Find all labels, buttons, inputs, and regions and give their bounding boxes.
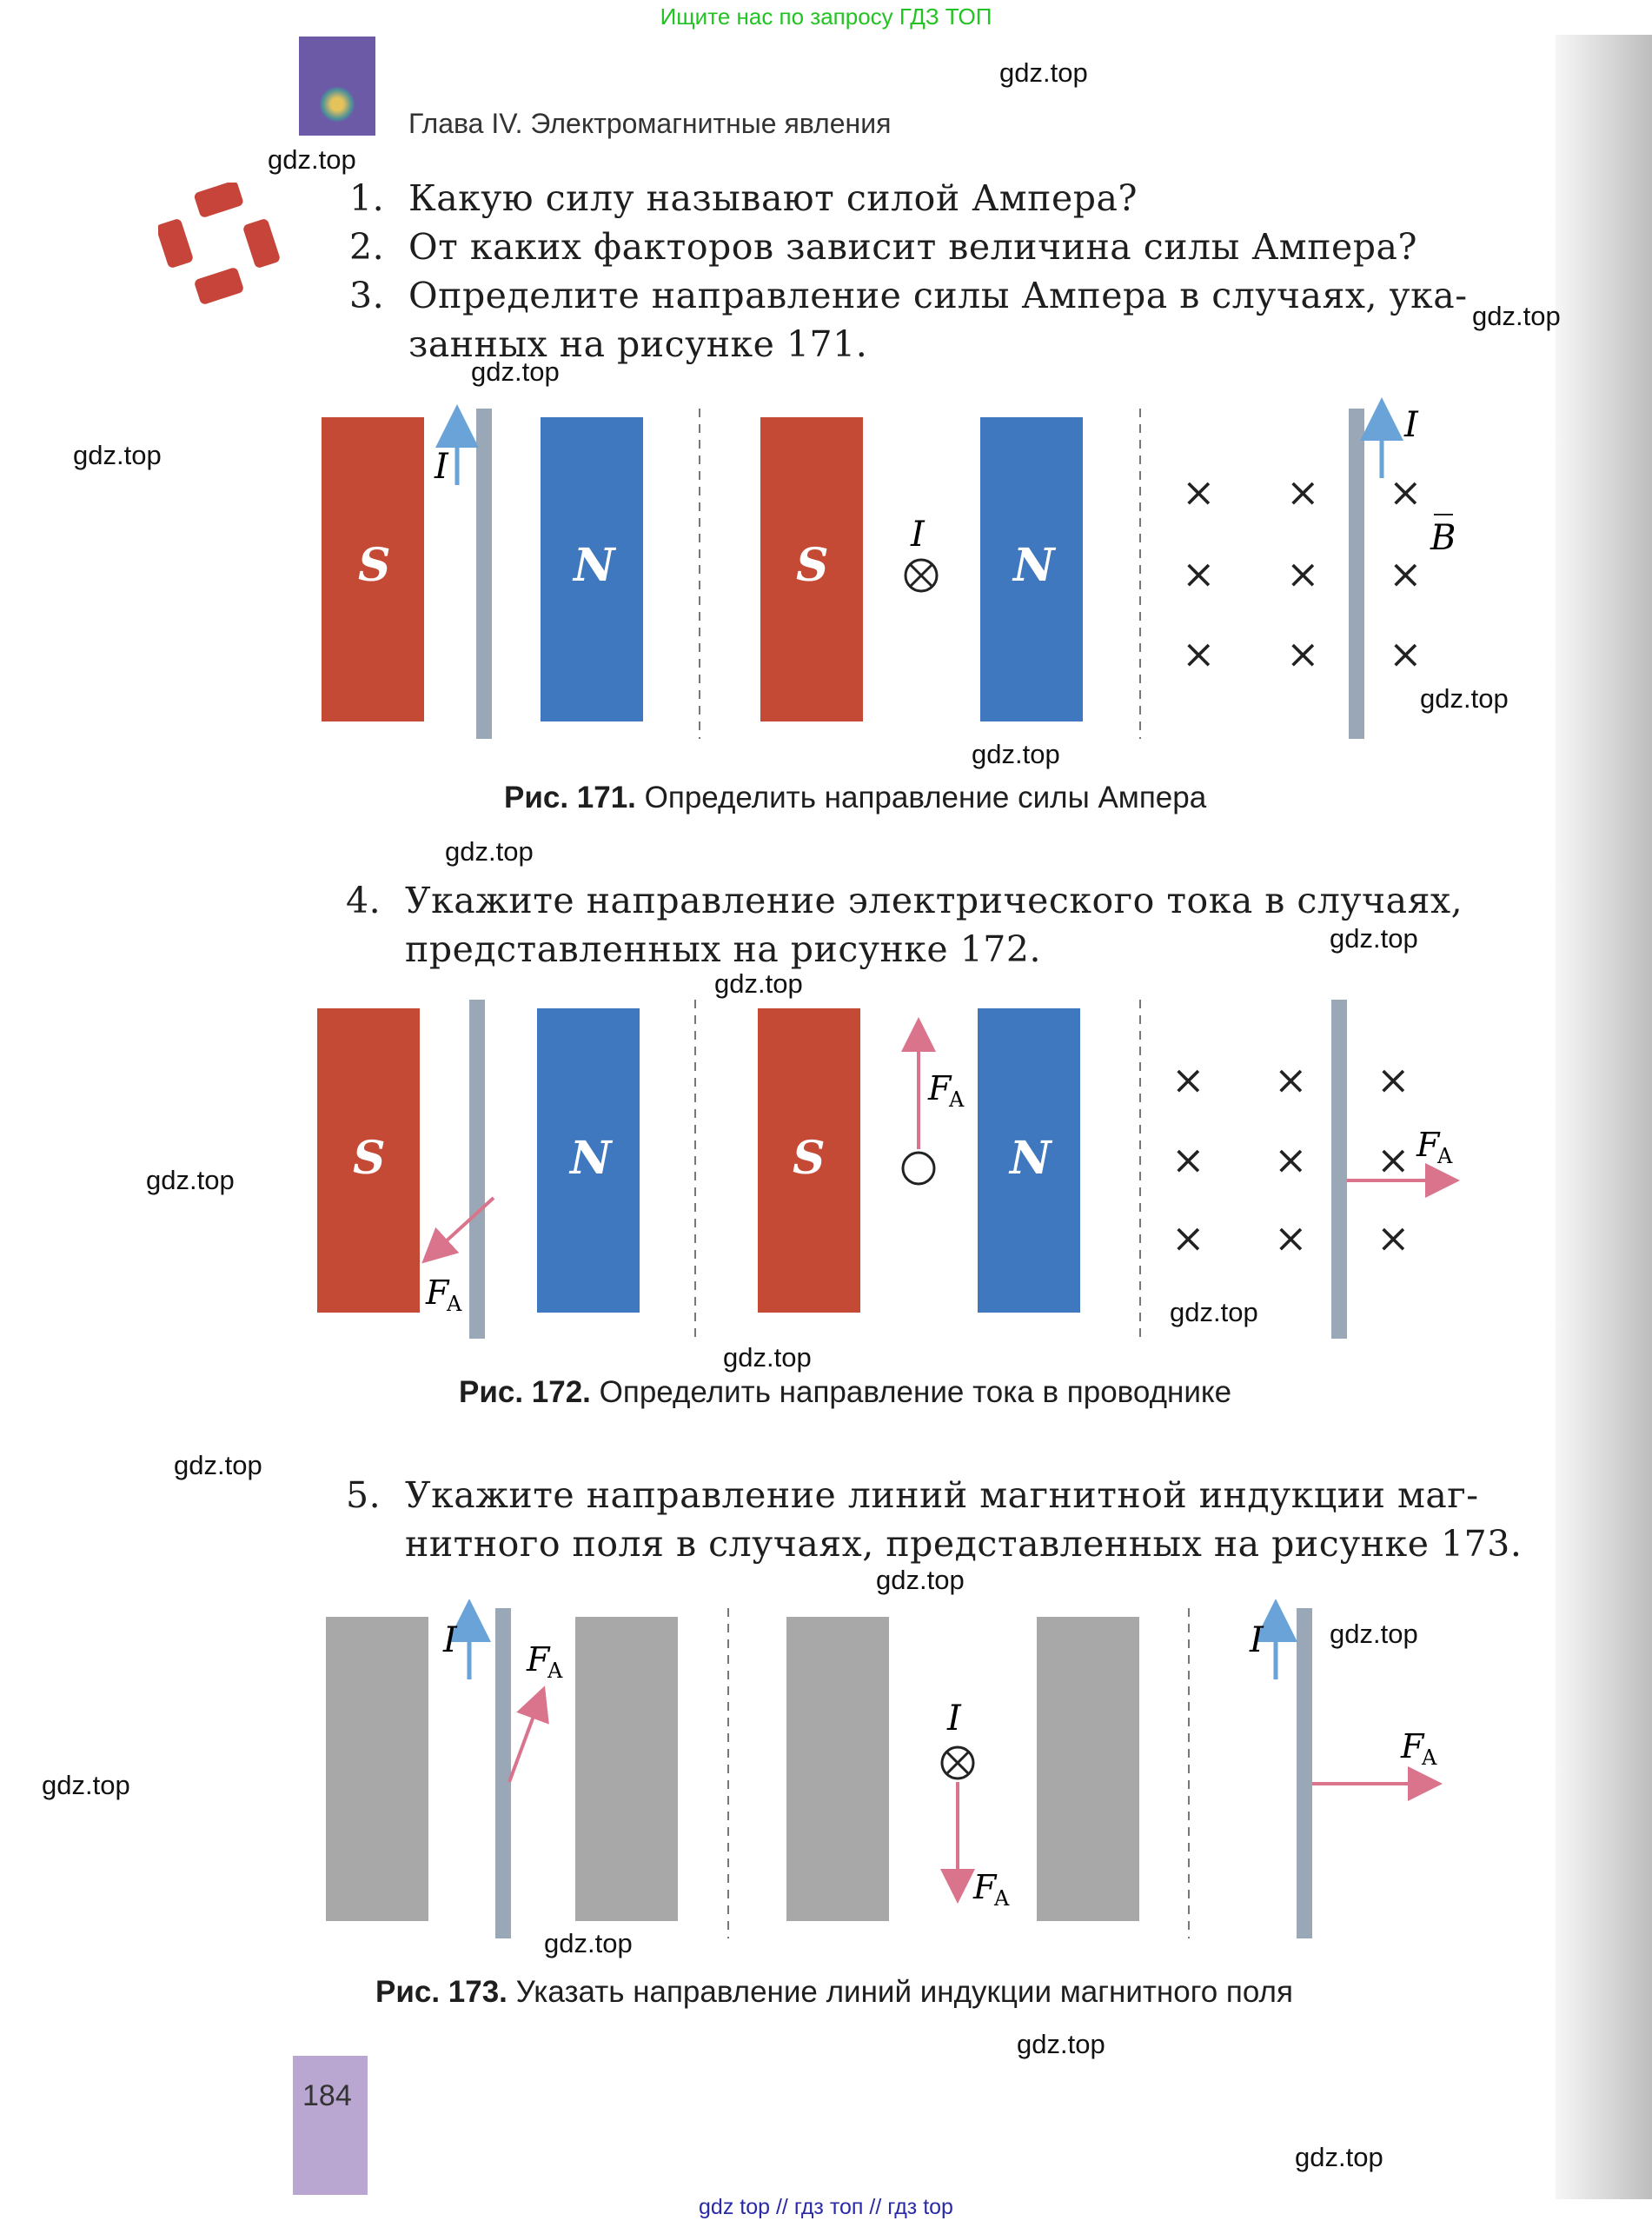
watermark: gdz.top — [723, 1342, 812, 1373]
watermark: gdz.top — [972, 739, 1060, 769]
watermark: gdz.top — [73, 440, 162, 470]
magnet-s-label: S — [358, 539, 391, 592]
figure-173 — [304, 1599, 1503, 1947]
questions-icon — [158, 183, 280, 304]
field-cross: × — [1274, 1214, 1308, 1261]
question-3 — [349, 271, 1468, 369]
question-number: 2. — [349, 226, 385, 268]
conductor — [1331, 1000, 1347, 1339]
question-number: 4. — [346, 880, 381, 921]
field-cross: × — [1171, 1214, 1205, 1261]
watermark: gdz.top — [146, 1165, 235, 1195]
conductor — [469, 1000, 485, 1339]
watermark: gdz.top — [268, 144, 356, 175]
caption-171 — [504, 781, 1206, 815]
field-label: B — [1430, 518, 1456, 558]
field-cross: × — [1286, 630, 1320, 677]
watermark: gdz.top — [42, 1770, 130, 1800]
question-text: От каких факторов зависит величина силы Ампера? — [408, 226, 1417, 268]
figure-171 — [295, 382, 1512, 756]
watermark: gdz.top — [544, 1928, 633, 1958]
watermark: gdz.top — [1472, 301, 1561, 331]
force-subscript: A — [1437, 1144, 1453, 1168]
page-number: 184 — [302, 2079, 352, 2112]
field-cross: × — [1182, 550, 1216, 597]
force-label: F — [527, 1640, 550, 1679]
force-label: F — [1401, 1727, 1424, 1765]
question-number: 3. — [349, 275, 385, 316]
watermark: gdz.top — [471, 356, 560, 387]
field-cross: × — [1182, 630, 1216, 677]
force-label: F — [928, 1069, 952, 1107]
force-label: F — [973, 1868, 997, 1906]
magnet-unlabeled — [1037, 1617, 1139, 1921]
conductor — [1349, 409, 1364, 739]
watermark: gdz.top — [1420, 683, 1509, 714]
magnet-unlabeled — [786, 1617, 889, 1921]
watermark: gdz.top — [174, 1450, 262, 1480]
field-cross: × — [1389, 630, 1423, 677]
field-cross: × — [1274, 1056, 1308, 1103]
caption-number: Рис. 171. — [504, 781, 636, 814]
magnet-unlabeled — [575, 1617, 678, 1921]
page-tab — [293, 2056, 368, 2195]
field-cross: × — [1377, 1056, 1410, 1103]
force-subscript: A — [949, 1087, 965, 1112]
conductor-cross-section — [903, 1153, 934, 1184]
current-label: I — [1250, 1620, 1264, 1660]
figure-172 — [295, 991, 1512, 1356]
force-subscript: A — [447, 1292, 462, 1316]
field-cross: × — [1274, 1136, 1308, 1183]
watermark: gdz.top — [445, 836, 534, 867]
magnet-n-label: N — [1010, 1132, 1052, 1185]
caption-text: Определить направление тока в проводнике — [599, 1375, 1232, 1409]
question-text: Определите направление силы Ампера в случаях, ука- — [408, 275, 1468, 316]
force-subscript: A — [994, 1886, 1010, 1911]
chapter-thumbnail — [299, 37, 375, 136]
question-4 — [346, 876, 1463, 974]
caption-text: Указать направление линий индукции магнитного поля — [515, 1975, 1293, 2009]
magnet-s-label: S — [793, 1132, 826, 1185]
caption-number: Рис. 173. — [375, 1975, 508, 2009]
magnet-n-label: N — [570, 1132, 612, 1185]
search-banner: Ищите нас по запросу ГДЗ ТОП — [660, 3, 992, 30]
question-number: 5. — [346, 1474, 381, 1516]
watermark: gdz.top — [876, 1565, 965, 1595]
conductor — [495, 1608, 511, 1938]
field-cross: × — [1286, 550, 1320, 597]
field-into-page — [1171, 1056, 1410, 1261]
magnet-n-label: N — [1013, 539, 1055, 592]
watermark: gdz.top — [1330, 923, 1418, 954]
question-text: представленных на рисунке 172. — [405, 928, 1041, 970]
question-5 — [346, 1471, 1523, 1568]
force-label: F — [426, 1273, 449, 1312]
current-label: I — [947, 1699, 961, 1739]
field-cross: × — [1171, 1136, 1205, 1183]
chapter-title: Глава IV. Электромагнитные явления — [408, 108, 892, 139]
field-cross: × — [1389, 469, 1423, 515]
watermark: gdz.top — [1170, 1297, 1258, 1327]
caption-text: Определить направление силы Ампера — [644, 781, 1207, 814]
question-1 — [349, 174, 1138, 223]
spiral-icon — [320, 87, 355, 122]
question-text: занных на рисунке 171. — [408, 323, 868, 365]
conductor — [476, 409, 492, 739]
watermark: gdz.top — [999, 57, 1088, 88]
magnet-s-label: S — [353, 1132, 386, 1185]
watermark: gdz.top — [1017, 2029, 1105, 2059]
question-text: Какую силу называют силой Ампера? — [408, 177, 1138, 219]
page-edge-shadow — [1556, 35, 1652, 2199]
force-label: F — [1416, 1126, 1440, 1164]
field-cross: × — [1377, 1214, 1410, 1261]
magnet-n-label: N — [574, 539, 615, 592]
question-2 — [349, 223, 1417, 271]
field-cross: × — [1182, 469, 1216, 515]
question-number: 1. — [349, 177, 385, 219]
current-label: I — [443, 1620, 457, 1660]
watermark: gdz.top — [714, 968, 803, 999]
conductor — [1297, 1608, 1312, 1938]
force-arrow — [509, 1702, 539, 1782]
watermark: gdz.top — [1295, 2142, 1383, 2172]
caption-173 — [375, 1975, 1293, 2010]
magnet-s-label: S — [796, 539, 829, 592]
question-text: Укажите направление электрического тока в случаях, — [405, 880, 1463, 921]
field-cross: × — [1286, 469, 1320, 515]
magnet-unlabeled — [326, 1617, 428, 1921]
field-cross: × — [1389, 550, 1423, 597]
footer-links[interactable]: gdz top // гдз топ // гдз top — [699, 2195, 953, 2219]
field-cross: × — [1171, 1056, 1205, 1103]
current-label: I — [911, 515, 925, 555]
watermark: gdz.top — [1330, 1619, 1418, 1649]
caption-number: Рис. 172. — [459, 1375, 591, 1409]
current-label: I — [435, 447, 448, 487]
field-cross: × — [1377, 1136, 1410, 1183]
question-text: нитного поля в случаях, представленных на рисунке 173. — [405, 1523, 1523, 1565]
current-label: I — [1404, 405, 1418, 445]
caption-172 — [459, 1375, 1231, 1410]
force-subscript: A — [1422, 1745, 1437, 1770]
field-into-page — [1182, 469, 1423, 677]
question-text: Укажите направление линий магнитной индукции маг- — [405, 1474, 1479, 1516]
force-subscript: A — [547, 1659, 563, 1683]
